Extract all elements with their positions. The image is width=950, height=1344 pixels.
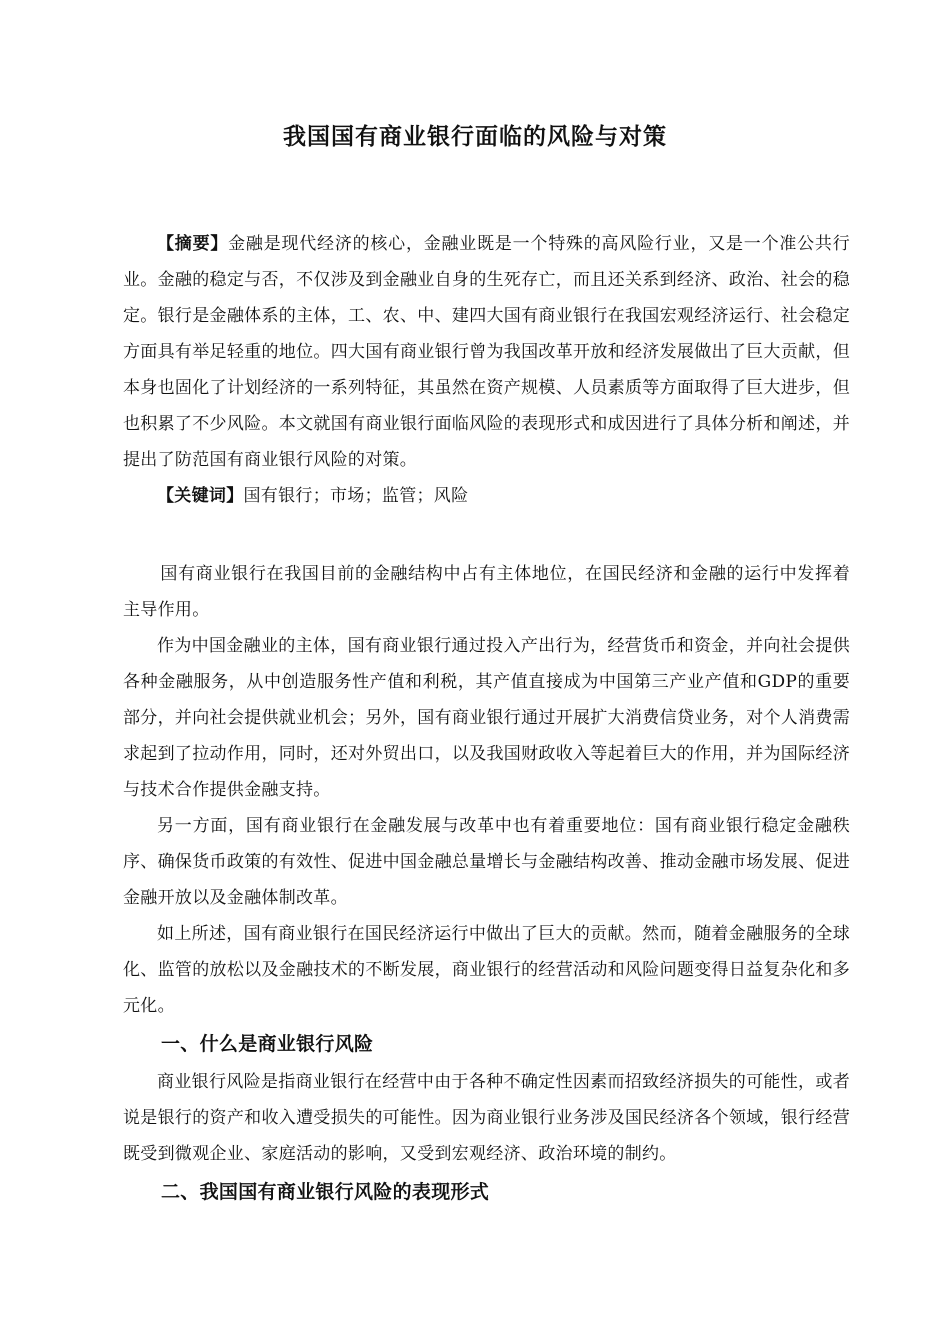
body-paragraph-4: 如上所述，国有商业银行在国民经济运行中做出了巨大的贡献。然而，随着金融服务的全球化、监管的放松以及金融技术的不断发展，商业银行的经营活动和风险问题变得日益复杂化和多元化。 xyxy=(123,924,850,1016)
keywords-paragraph xyxy=(123,478,850,514)
document-body xyxy=(123,226,850,1212)
section-1-paragraph: 商业银行风险是指商业银行在经营中由于各种不确定性因素而招致经济损失的可能性，或者说是银行的资产和收入遭受损失的可能性。因为商业银行业务涉及国民经济各个领域，银行经营既受到微观企业、家庭活动的影响，又受到宏观经济、政治环境的制约。 xyxy=(123,1072,850,1164)
body-paragraph-2: 作为中国金融业的主体，国有商业银行通过投入产出行为，经营货币和资金，并向社会提供各种金融服务，从中创造服务性产值和利税，其产值直接成为中国第三产业产值和GDP的重要部分，并向社会提供就业机会；另外，国有商业银行通过开展扩大消费信贷业务，对个人消费需求起到了拉动作用，同时，还对外贸出口，以及我国财政收入等起着巨大的作用，并为国际经济与技术合作提供金融支持。 xyxy=(123,636,850,800)
keywords-label: 【关键词】 xyxy=(157,486,244,506)
document-title: 我国国有商业银行面临的风险与对策 xyxy=(283,124,667,150)
body-paragraph-3: 另一方面，国有商业银行在金融发展与改革中也有着重要地位：国有商业银行稳定金融秩序、确保货币政策的有效性、促进中国金融总量增长与金融结构改善、推动金融市场发展、促进金融开放以及金融体制改革。 xyxy=(123,816,850,908)
section-heading-2: 二、我国国有商业银行风险的表现形式 xyxy=(161,1181,490,1203)
section-heading-1: 一、什么是商业银行风险 xyxy=(161,1033,374,1055)
keywords-section xyxy=(123,478,850,514)
keywords-text: 国有银行；市场；监管；风险 xyxy=(243,486,469,506)
body-paragraph-1: 国有商业银行在我国目前的金融结构中占有主体地位，在国民经济和金融的运行中发挥着主导作用。 xyxy=(123,564,850,620)
abstract-label: 【摘要】 xyxy=(157,234,229,254)
abstract-paragraph xyxy=(123,226,850,478)
abstract-section xyxy=(123,226,850,478)
abstract-text: 金融是现代经济的核心，金融业既是一个特殊的高风险行业，又是一个准公共行业。金融的稳定与否，不仅涉及到金融业自身的生死存亡，而且还关系到经济、政治、社会的稳定。银行是金融体系的主体，工、农、中、建四大国有商业银行在我国宏观经济运行、社会稳定方面具有举足轻重的地位。四大国有商业银行曾为我国改革开放和经济发展做出了巨大贡献，但本身也固化了计划经济的一系列特征，其虽然在资产规模、人员素质等方面取得了巨大进步，但也积累了不少风险。本文就国有商业银行面临风险的表现形式和成因进行了具体分析和阐述，并提出了防范国有商业银行风险的对策。 xyxy=(123,234,851,470)
section-spacer xyxy=(123,514,850,556)
